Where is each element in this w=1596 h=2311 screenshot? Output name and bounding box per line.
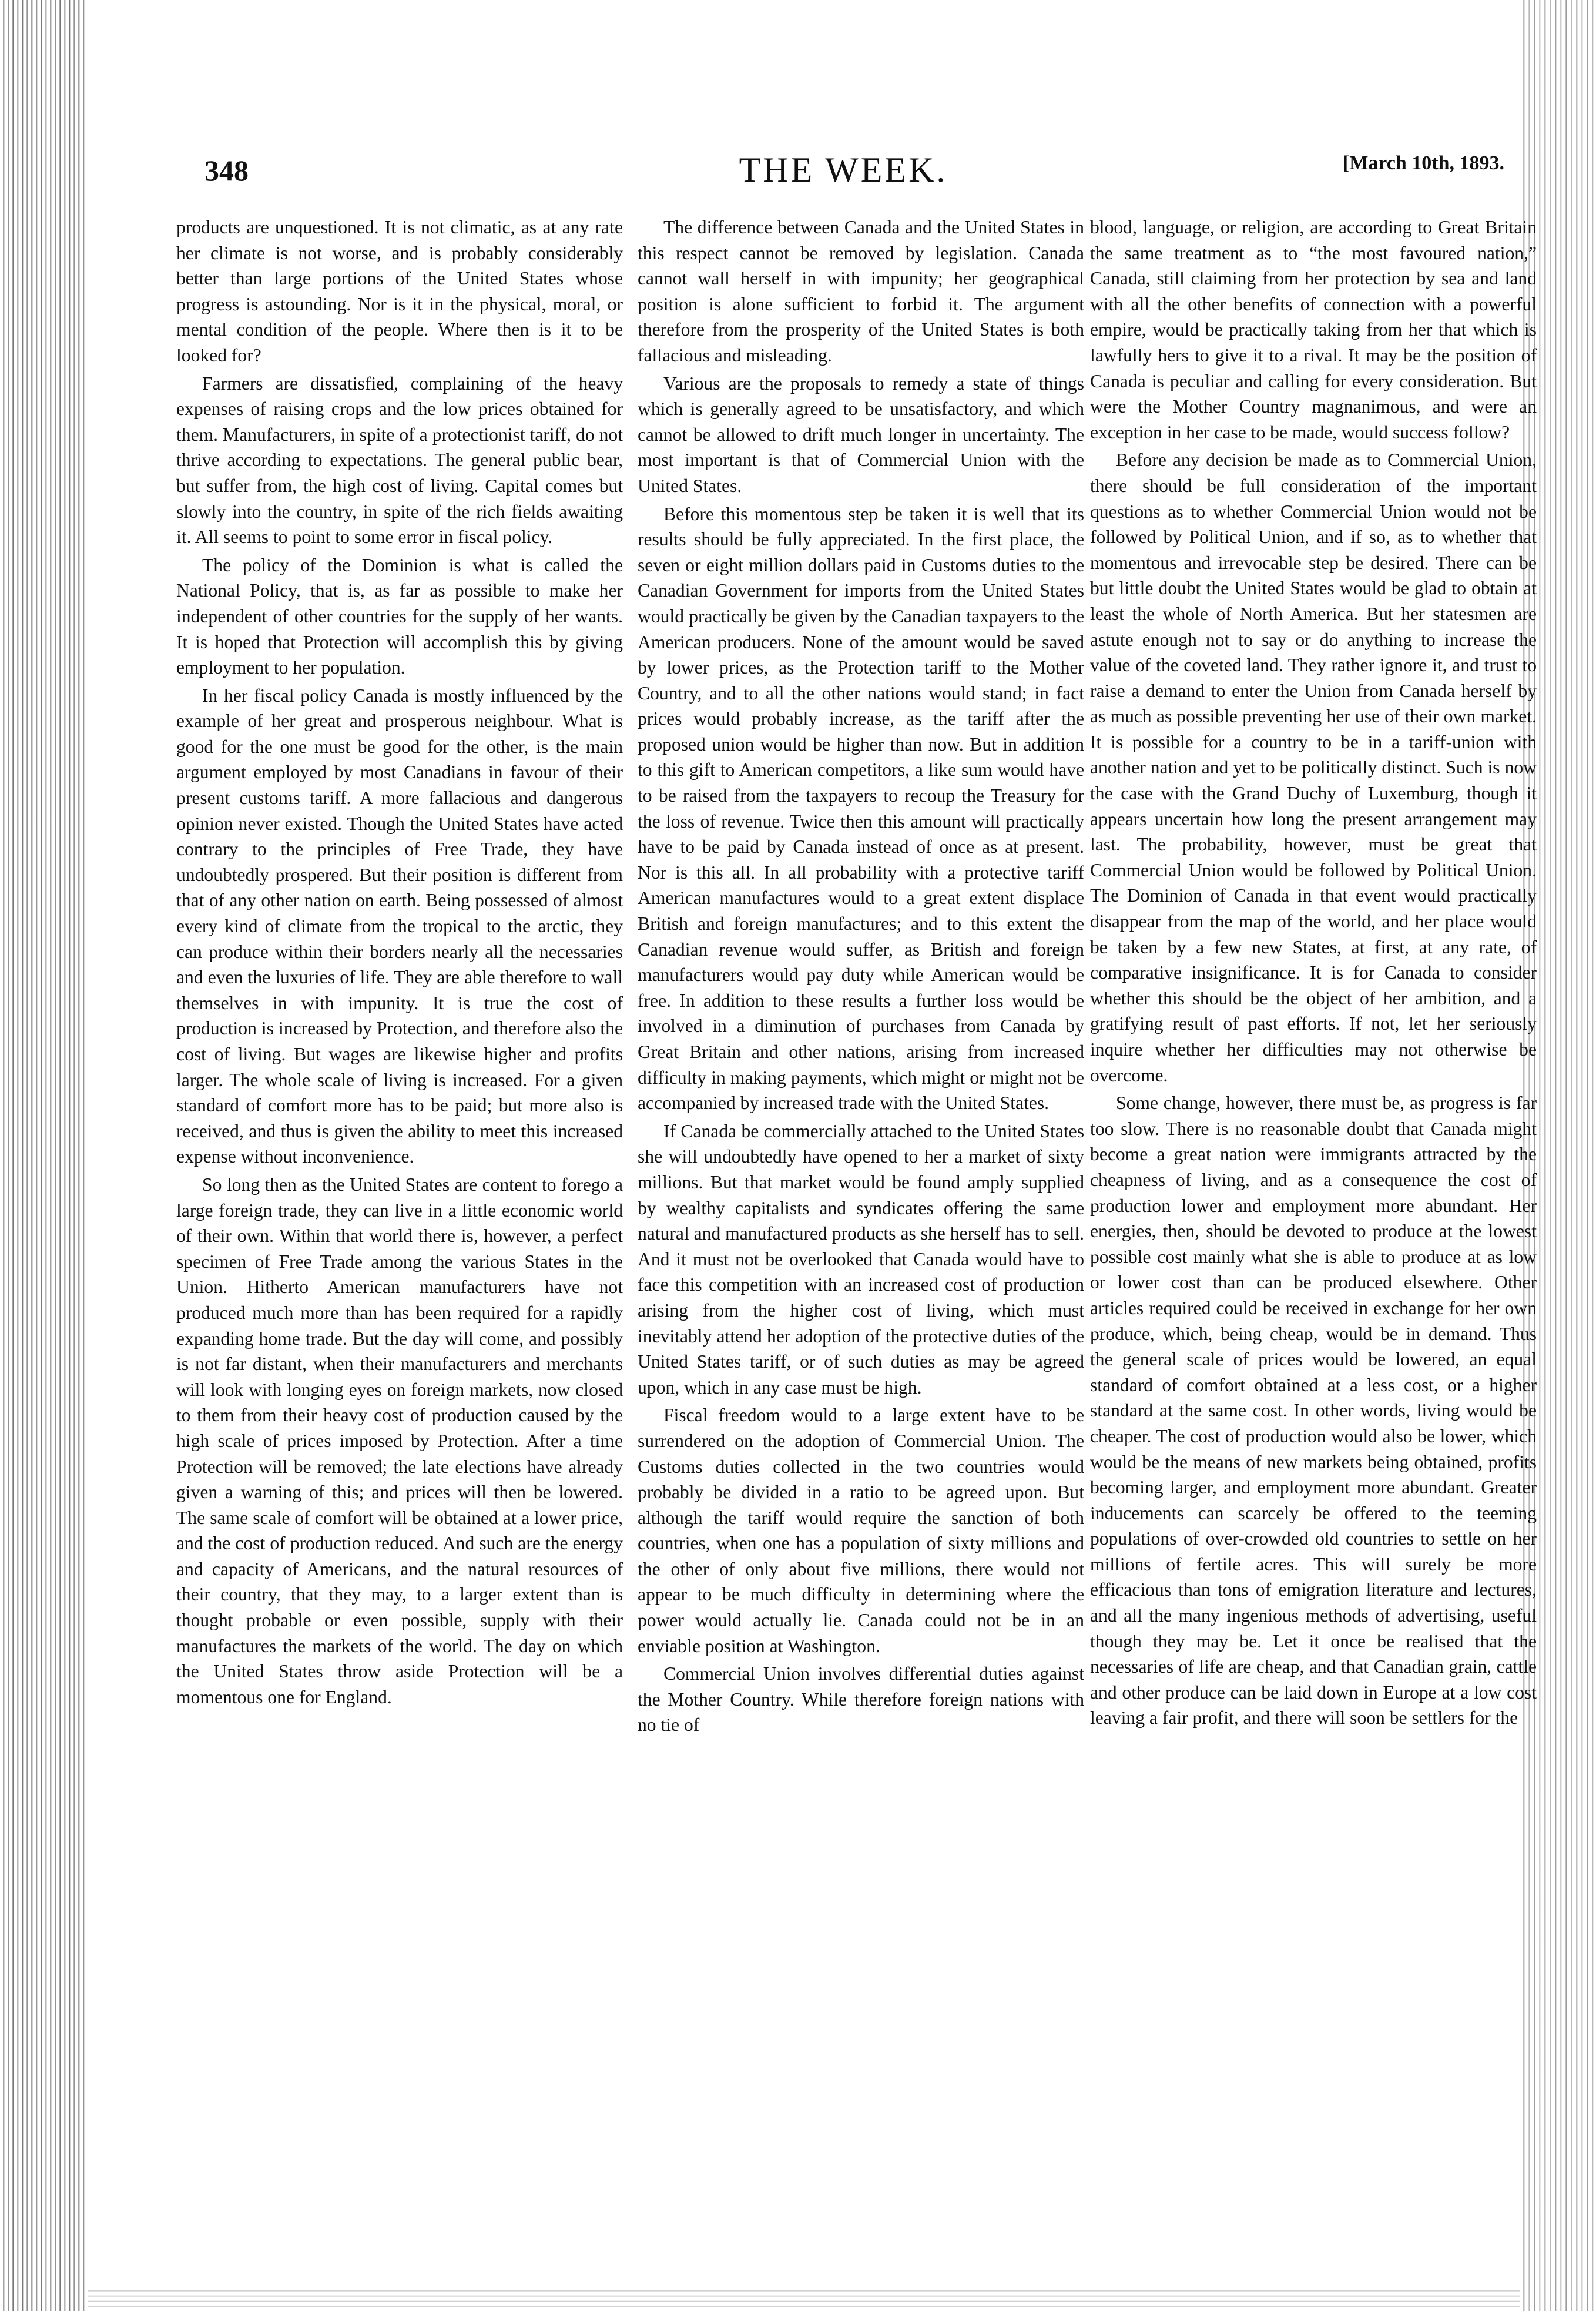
paragraph: Before any decision be made as to Commercial Union, there should be full consideration of the important questions as to whether Commercial Union would not be followed by Political Union, and if so, as to whether that momentous and irrevocable step be desired. There can be but little doubt the United States would be glad to obtain at least the whole of North America. But her statesmen are astute enough not to say or do anything to increase the value of the coveted land. They rather ignore it, and trust to raise a demand to enter the Union from Canada herself by as much as possible preventing her use of their own market. It is possible for a country to be in a tariff-union with another nation and yet to be politically distinct. Such is now the case with the Grand Duchy of Luxemburg, though it appears uncertain how long the present arrangement may last. The probability, however, must be great that Commercial Union would be followed by Political Union. The Dominion of Canada in that event would practically disappear from the map of the world, and her place would be taken by a few new States, at first, at any rate, of comparative insignificance. It is for Canada to consider whether this should be the object of her ambition, and a gratifying result of past efforts. If not, let her seriously inquire whether her difficulties may not otherwise be overcome. [1090, 450, 1537, 1086]
paragraph: Some change, however, there must be, as progress is far too slow. There is no reasonable doubt that Canada might become a great nation were immigrants attracted by the cheapness of living, and as a consequence the cost of production lower and employment more abundant. Her energies, then, should be devoted to produce at the lowest possible cost mainly what she is able to produce at as low or lower cost than can be produced elsewhere. Other articles required could be received in exchange for her own produce, which, being cheap, would be in demand. Thus the general scale of prices would be lowered, an equal standard of comfort obtained at a less cost, or a higher standard at the same cost. In other words, living would be cheaper. The cost of production would also be lower, which would be the means of new markets being obtained, profits becoming larger, and employment more abundant. Greater inducements can scarcely be offered to the teeming populations of over-crowded old countries to settle on her millions of fertile acres. This will surely be more efficacious than tons of emigration literature and lectures, and all the many ingenious methods of advertising, useful though they may be. Let it once be realised that the necessaries of life are cheap, and that Canadian grain, cattle and other produce can be laid down in Europe at a low cost leaving a fair profit, and there will soon be settlers for the [1090, 1093, 1537, 1729]
paragraph: products are unquestioned. It is not climatic, as at any rate her climate is not worse, and is probably considerably better than large portions of the United States whose progress is astounding. Nor is it in the physical, moral, or mental condition of the people. Where then is it to be looked for? [176, 217, 623, 366]
text-column-1 [176, 215, 623, 2183]
journal-title: THE WEEK. [739, 150, 948, 189]
page-number: 348 [204, 154, 249, 187]
paragraph: blood, language, or religion, are according to Great Britain the same treatment as to “the most favoured nation,” Canada, still claiming from her protection by sea and land with all the other benefits of connection with a powerful empire, would be practically taking from her that which is lawfully hers to give it to a rival. It may be the position of Canada is peculiar and calling for every consideration. But were the Mother Country magnanimous, and were an exception in her case to be made, would success follow? [1090, 217, 1537, 443]
paragraph: Fiscal freedom would to a large extent have to be surrendered on the adoption of Commercial Union. The Customs duties collected in the two countries would probably be divided in a ratio to be agreed upon. But although the tariff would require the sanction of both countries, when one has a population of sixty millions and the other of only about five millions, there would not appear to be much difficulty in determining where the power would actually lie. Canada could not be in an enviable position at Washington. [638, 1405, 1084, 1656]
page-header [176, 150, 1510, 203]
paragraph: In her fiscal policy Canada is mostly influenced by the example of her great and prosperous neighbour. What is good for the one must be good for the other, is the main argument employed by most Canadians in favour of their present customs tariff. A more fallacious and dangerous opinion never existed. Though the United States have acted contrary to the principles of Free Trade, they have undoubtedly prospered. But their position is different from that of any other nation on earth. Being possessed of almost every kind of climate from the tropical to the arctic, they can produce within their borders nearly all the necessaries and even the luxuries of life. They are able therefore to wall themselves in with impunity. It is true the cost of production is increased by Protection, and therefore also the cost of living. But wages are likewise higher and profits larger. The whole scale of living is increased. For a given standard of comfort more has to be paid; but more also is received, and thus is given the ability to meet this increased expense without inconvenience. [176, 685, 623, 1167]
paragraph: So long then as the United States are content to forego a large foreign trade, they can live in a little economic world of their own. Within that world there is, however, a perfect specimen of Free Trade among the various States in the Union. Hitherto American manufacturers have not produced much more than has been required for a rapidly expanding home trade. But the day will come, and possibly is not far distant, when their manufacturers and merchants will look with longing eyes on foreign markets, now closed to them from their heavy cost of production caused by the high scale of prices imposed by Protection. After a time Protection will be removed; the late elections have already given a warning of this; and prices will then be lowered. The same scale of comfort will be obtained at a lower price, and the cost of production reduced. And such are the energy and capacity of Americans, and the natural resources of their country, that they may, to a larger extent than is thought probable or even possible, supply with their manufactures the markets of the world. The day on which the United States throw aside Protection will be a momentous one for England. [176, 1174, 623, 1707]
paragraph: The policy of the Dominion is what is called the National Policy, that is, as far as possible to make her independent of other countries for the supply of her wants. It is hoped that Protection will accomplish this by giving employment to her population. [176, 554, 623, 678]
text-column-3 [1090, 215, 1537, 2183]
page-bottom-edge [88, 2287, 1520, 2311]
paragraph: Various are the proposals to remedy a state of things which is generally agreed to be unsatisfactory, and which cannot be allowed to drift much longer in uncertainty. The most important is that of Commercial Union with the United States. [638, 373, 1084, 496]
paragraph: Before this momentous step be taken it is well that its results should be fully appreciated. In the first place, the seven or eight million dollars paid in Customs duties to the Canadian Government for imports from the United States would practically be given by the Canadian taxpayers to the American producers. None of the amount would be saved by lower prices, as the Protection tariff to the Mother Country, and to all the other nations would stand; in fact prices would probably increase, as the tariff after the proposed union would be higher than now. But in addition to this gift to American competitors, a like sum would have to be raised from the taxpayers to recoup the Treasury for the loss of revenue. Twice then this amount will practically have to be paid by Canada instead of once as at present. Nor is this all. In all probability with a protective tariff American manufactures would to a great extent displace British and foreign manufactures; and to this extent the Canadian revenue would suffer, as British and foreign manufacturers would pay duty while American would be free. In addition to these results a further loss would be involved in a diminution of purchases from Canada by Great Britain and other nations, arising from increased difficulty in making payments, which might or might not be accompanied by increased trade with the United States. [638, 503, 1084, 1114]
issue-date: [March 10th, 1893. [1342, 152, 1504, 174]
page-binding-edge [0, 0, 88, 2311]
paragraph: If Canada be commercially attached to the United States she will undoubtedly have opened to her a market of sixty millions. But that market would be found amply supplied by wealthy capitalists and syndicates offering the same natural and manufactured products as she herself has to sell. And it must not be overlooked that Canada would have to face this competition with an increased cost of production arising from the higher cost of living, which must inevitably attend her adoption of the protective duties of the United States tariff, or of such duties as may be agreed upon, which in any case must be high. [638, 1120, 1084, 1398]
paragraph: The difference between Canada and the United States in this respect cannot be removed by legislation. Canada cannot wall herself in with impunity; her geographical position is alone sufficient to forbid it. The argument therefore from the prosperity of the United States is both fallacious and misleading. [638, 217, 1084, 366]
text-column-2 [638, 215, 1084, 2183]
paragraph: Farmers are dissatisfied, complaining of the heavy expenses of raising crops and the low prices obtained for them. Manufacturers, in spite of a protectionist tariff, do not thrive according to expectations. The general public bear, but suffer from, the high cost of living. Capital comes but slowly into the country, in spite of the rich fields awaiting it. All seems to point to some error in fiscal policy. [176, 373, 623, 548]
paragraph: Commercial Union involves differential duties against the Mother Country. While therefore foreign nations with no tie of [638, 1663, 1084, 1736]
